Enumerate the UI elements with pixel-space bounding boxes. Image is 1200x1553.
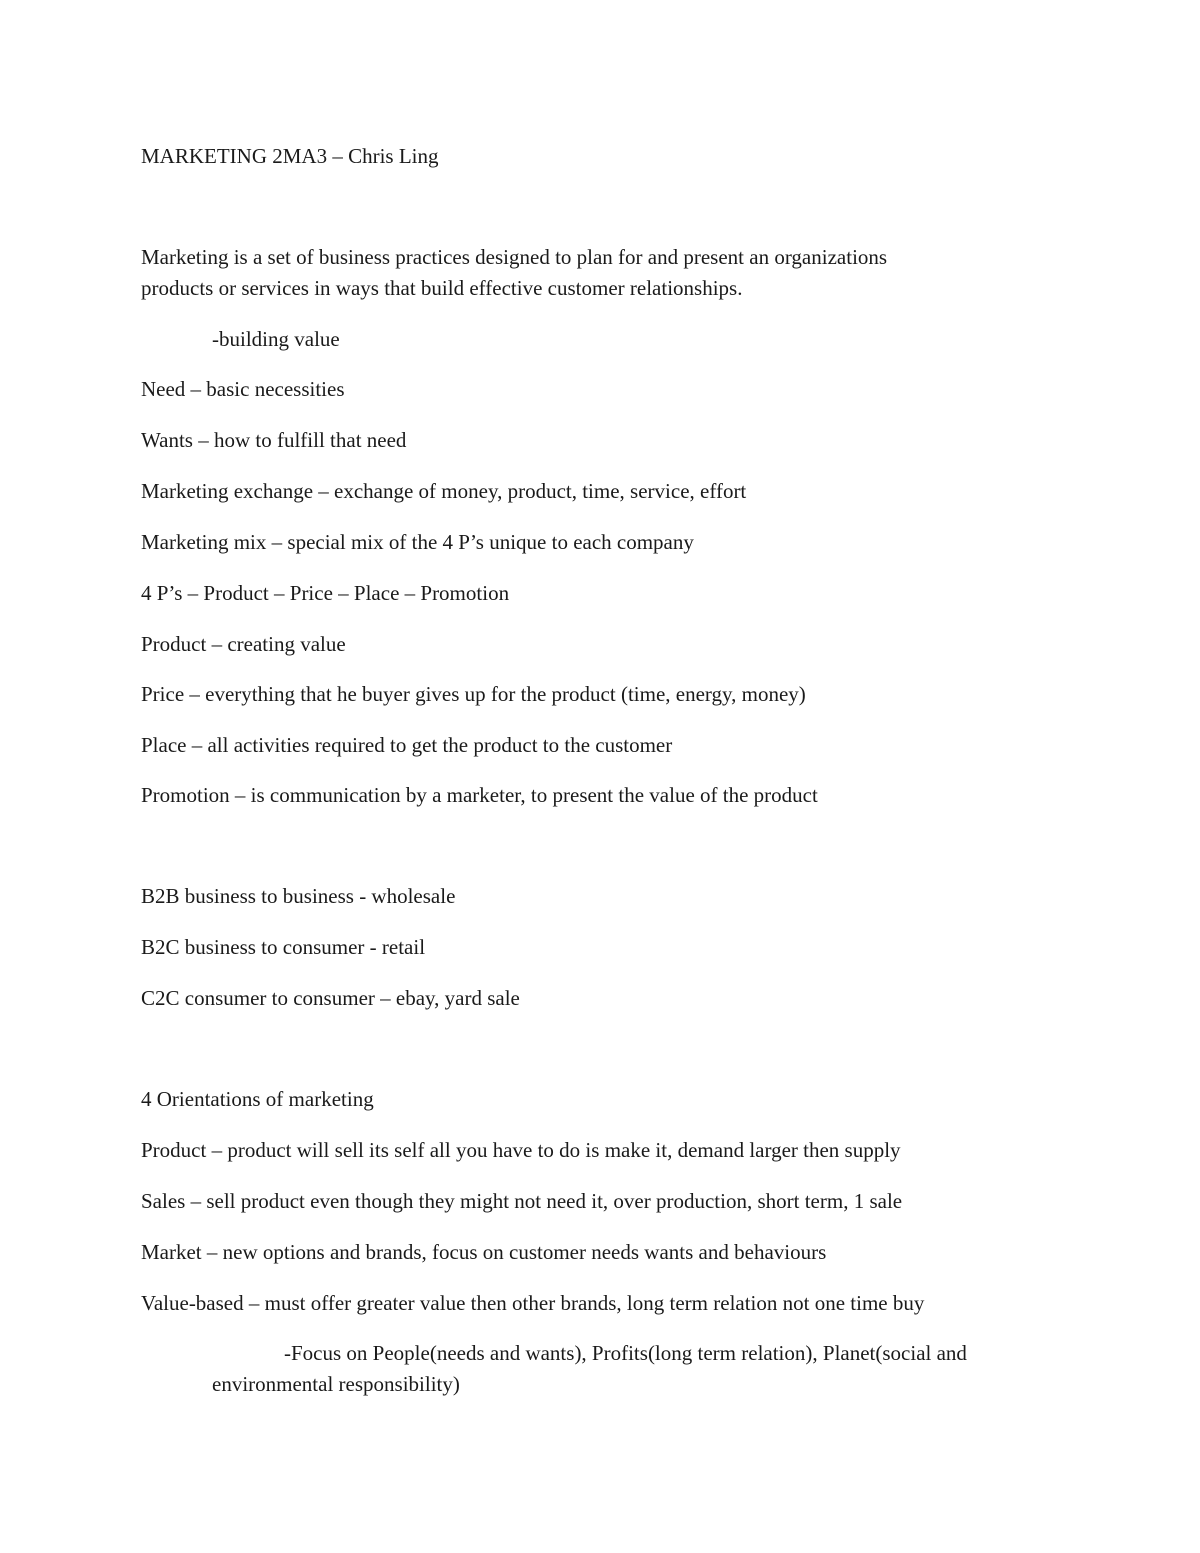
b2c-definition: B2C business to consumer - retail (141, 935, 426, 959)
marketing-definition-line-2: products or services in ways that build effective customer relationships. (141, 276, 743, 300)
orientation-product: Product – product will sell its self all you have to do is make it, demand larger then supply (141, 1138, 901, 1162)
orientations-heading: 4 Orientations of marketing (141, 1087, 374, 1111)
focus-note-line-2: environmental responsibility) (212, 1372, 460, 1396)
promotion-definition: Promotion – is communication by a marketer, to present the value of the product (141, 783, 818, 807)
marketing-definition-line-1: Marketing is a set of business practices designed to plan for and present an organizations (141, 245, 888, 269)
need-definition: Need – basic necessities (141, 377, 345, 401)
b2b-definition: B2B business to business - wholesale (141, 884, 456, 908)
document-title: MARKETING 2MA3 – Chris Ling (141, 144, 439, 168)
marketing-exchange-definition: Marketing exchange – exchange of money, product, time, service, effort (141, 479, 747, 503)
focus-note-line-1: -Focus on People(needs and wants), Profits(long term relation), Planet(social and (284, 1341, 967, 1365)
four-ps-list: 4 P’s – Product – Price – Place – Promotion (141, 581, 510, 605)
building-value-note: -building value (212, 327, 340, 351)
wants-definition: Wants – how to fulfill that need (141, 428, 407, 452)
price-definition: Price – everything that he buyer gives up for the product (time, energy, money) (141, 682, 806, 706)
orientation-value-based: Value-based – must offer greater value then other brands, long term relation not one time buy (141, 1291, 925, 1315)
place-definition: Place – all activities required to get the product to the customer (141, 733, 673, 757)
marketing-mix-definition: Marketing mix – special mix of the 4 P’s unique to each company (141, 530, 694, 554)
orientation-sales: Sales – sell product even though they might not need it, over production, short term, 1 sale (141, 1189, 903, 1213)
c2c-definition: C2C consumer to consumer – ebay, yard sale (141, 986, 520, 1010)
orientation-market: Market – new options and brands, focus on customer needs wants and behaviours (141, 1240, 827, 1264)
product-definition: Product – creating value (141, 632, 346, 656)
